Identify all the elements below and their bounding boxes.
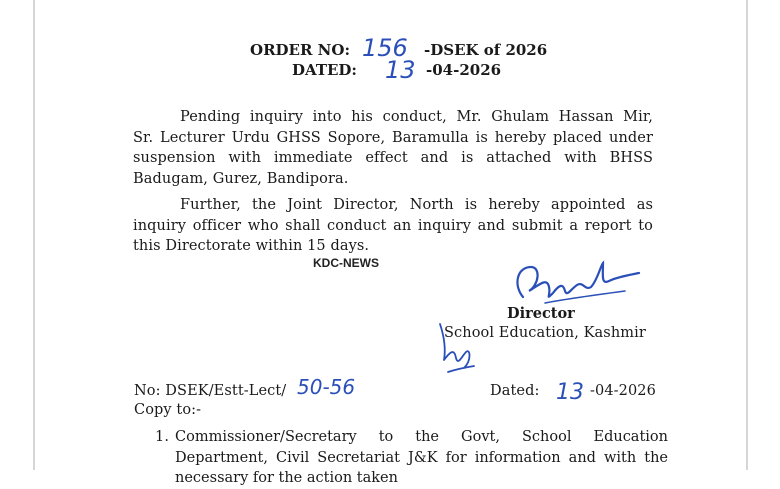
- paragraph-line: Further, the Joint Director, North is hereby appointed as: [180, 197, 653, 213]
- endorsement-number-handwritten: 50-56: [297, 375, 356, 399]
- paragraph-line: inquiry officer who shall conduct an inquiry and submit a report to: [133, 217, 653, 234]
- order-number-handwritten: 156: [362, 34, 408, 62]
- endorsement-number-label: No: DSEK/Estt-Lect/: [134, 383, 287, 399]
- dated-day-handwritten: 13: [385, 56, 416, 84]
- copy-item-line: Commissioner/Secretary to the Govt, School Education: [175, 429, 668, 445]
- signature-title: Director: [507, 305, 575, 322]
- order-label: ORDER NO:: [250, 41, 350, 59]
- order-paragraph-2: [133, 195, 653, 257]
- copy-item-line: necessary for the action taken: [175, 470, 398, 486]
- copy-to-label: Copy to:-: [134, 402, 202, 418]
- copy-item-number: 1.: [155, 429, 170, 445]
- endorsement-dated-label: Dated:: [490, 383, 540, 399]
- dated-suffix: -04-2026: [426, 61, 502, 79]
- initials-mark: [434, 318, 478, 378]
- paragraph-line: Badugam, Gurez, Bandipora.: [133, 170, 349, 187]
- order-suffix: -DSEK of 2026: [424, 41, 548, 59]
- copy-item-line: Department, Civil Secretariat J&K for information and with the: [175, 449, 668, 466]
- paragraph-line: suspension with immediate effect and is attached with BHSS: [133, 150, 653, 166]
- endorsement-dated-suffix: -04-2026: [590, 383, 656, 399]
- copy-item: [175, 427, 668, 489]
- page-border-left: [33, 0, 35, 470]
- kdc-news-watermark: KDC-NEWS: [313, 256, 379, 270]
- paragraph-line: this Directorate within 15 days.: [133, 238, 370, 254]
- paragraph-line: Sr. Lecturer Urdu GHSS Sopore, Baramulla is hereby placed under: [133, 129, 653, 146]
- order-paragraph-1: [133, 107, 653, 189]
- dated-label: DATED:: [292, 61, 357, 79]
- endorsement-dated-day-handwritten: 13: [556, 380, 584, 405]
- signature-office: School Education, Kashmir: [444, 325, 646, 341]
- page-border-right: [746, 0, 748, 470]
- paragraph-line: Pending inquiry into his conduct, Mr. Ghulam Hassan Mir,: [180, 109, 653, 125]
